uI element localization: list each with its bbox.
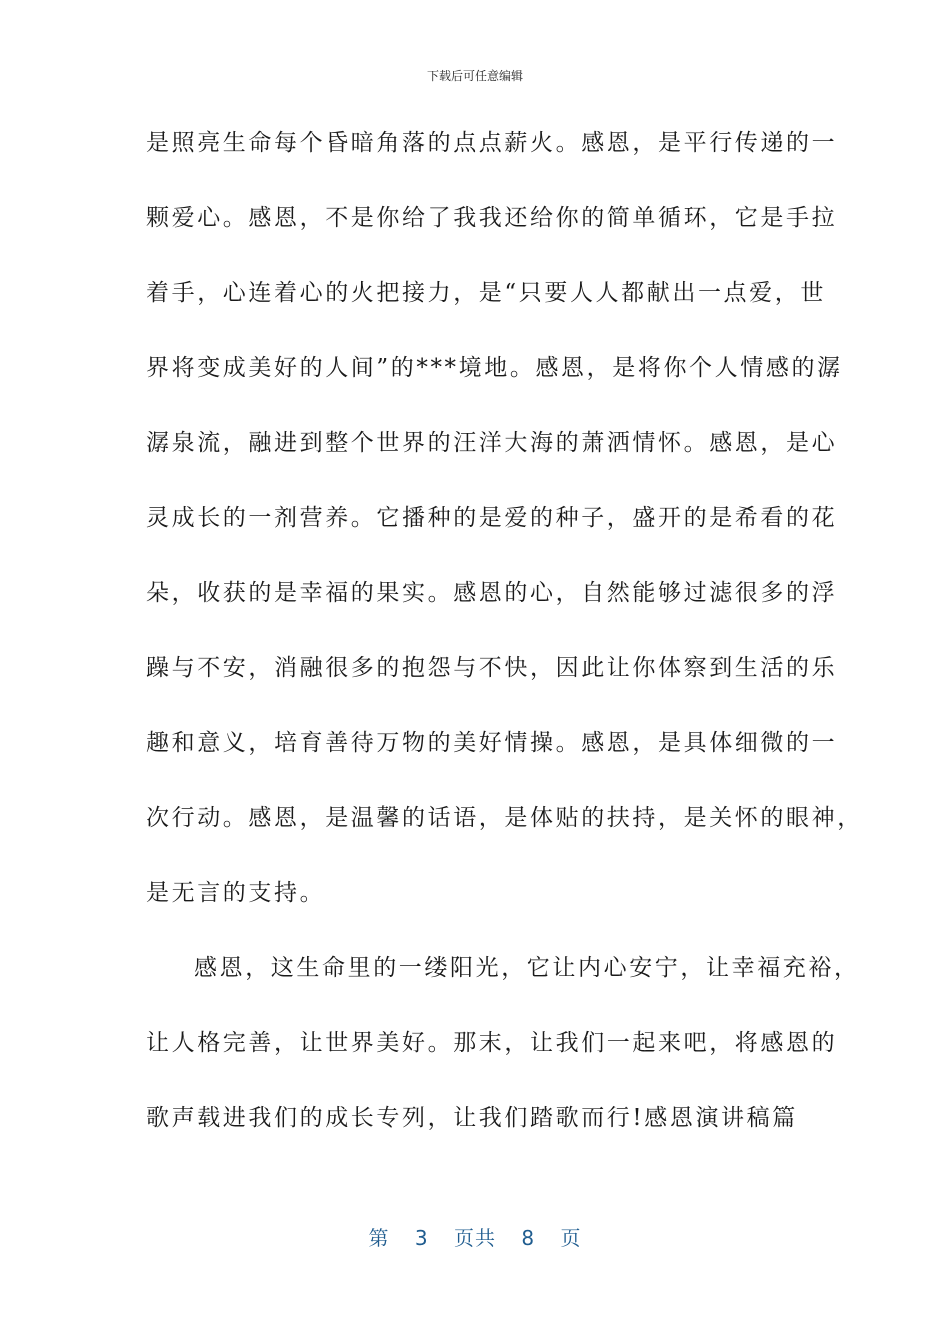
text-line: 趣和意义，培育善待万物的美好情操。感恩，是具体细微的一 — [146, 730, 838, 756]
text-line: 潺泉流，融进到整个世界的汪洋大海的萧洒情怀。感恩，是心 — [146, 430, 838, 456]
text-line: 颗爱心。感恩，不是你给了我我还给你的简单循环，它是手拉 — [146, 205, 838, 231]
text-line: 朵，收获的是幸福的果实。感恩的心，自然能够过滤很多的浮 — [146, 580, 838, 606]
total-page-number: 8 — [521, 1226, 536, 1250]
footer-middle: 页共 — [454, 1226, 496, 1250]
page-header: 下载后可任意编辑 — [426, 69, 523, 83]
text-line: 着手，心连着心的火把接力，是“只要人人都献出一点爱，世 — [146, 280, 826, 306]
footer-suffix: 页 — [560, 1226, 582, 1250]
text-line: 灵成长的一剂营养。它播种的是爱的种子，盛开的是希看的花 — [146, 505, 838, 531]
text-line: 躁与不安，消融很多的抱怨与不快，因此让你体察到生活的乐 — [146, 655, 838, 681]
text-line: 界将变成美好的人间”的***境地。感恩，是将你个人情感的潺 — [146, 355, 843, 381]
current-page-number: 3 — [414, 1226, 429, 1250]
footer-prefix: 第 — [368, 1226, 390, 1250]
document-body — [146, 118, 863, 1168]
text-line: 让人格完善，让世界美好。那末，让我们一起来吧，将感恩的 — [146, 1030, 838, 1056]
paragraph-first-line: 感恩，这生命里的一缕阳光，它让内心安宁，让幸福充裕， — [194, 955, 860, 981]
text-line: 是无言的支持。 — [146, 880, 326, 906]
text-line: 歌声载进我们的成长专列，让我们踏歌而行!感恩演讲稿篇 — [146, 1105, 798, 1131]
text-line: 次行动。感恩，是温馨的话语，是体贴的扶持，是关怀的眼神， — [146, 805, 863, 831]
page-footer — [0, 1222, 950, 1251]
text-line: 是照亮生命每个昏暗角落的点点薪火。感恩，是平行传递的一 — [146, 130, 838, 156]
